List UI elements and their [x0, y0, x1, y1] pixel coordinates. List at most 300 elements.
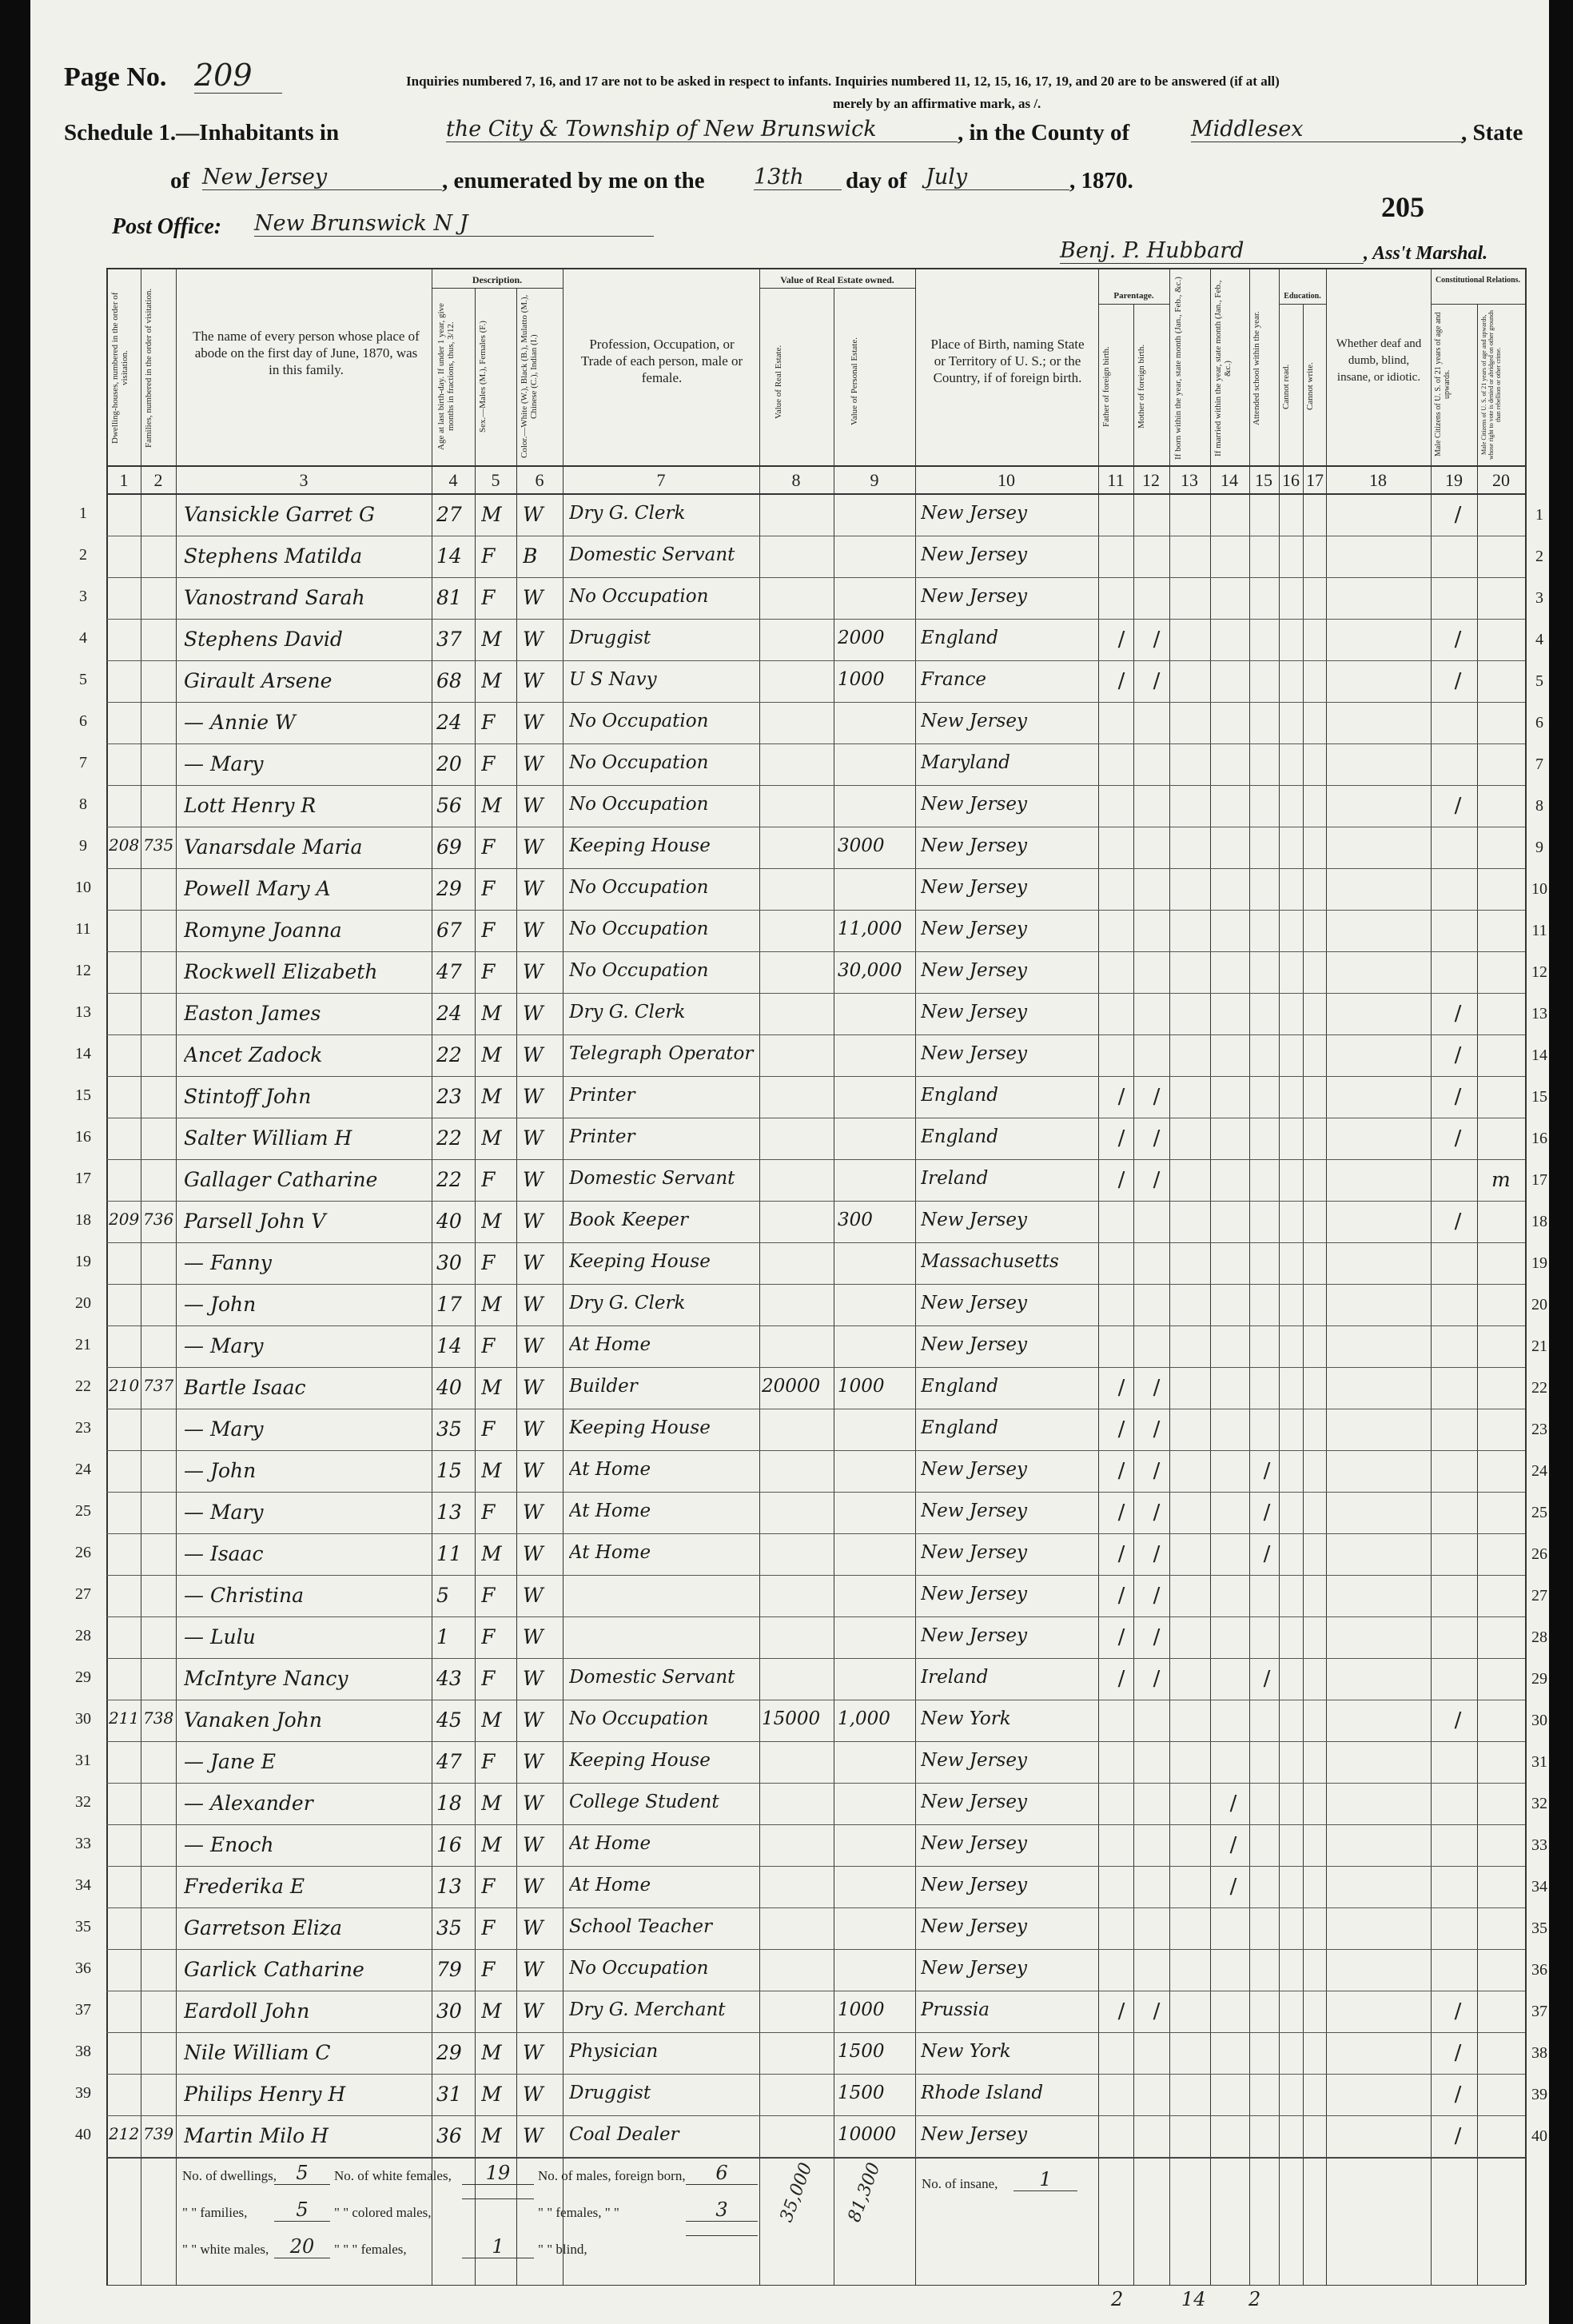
- row-rule: [106, 702, 1525, 703]
- cell-c11: /: [1117, 1376, 1125, 1400]
- row-rule: [106, 660, 1525, 661]
- cell-color: W: [523, 1168, 544, 1191]
- white-males-label: " " white males,: [182, 2242, 269, 2257]
- cell-sex: F: [481, 1584, 496, 1607]
- line-number-left: 26: [75, 1544, 91, 1561]
- cell-sex: F: [481, 1667, 496, 1690]
- line-number-right: 26: [1531, 1545, 1547, 1563]
- cell-color: W: [523, 1334, 544, 1357]
- cell-name: Bartle Isaac: [184, 1376, 306, 1399]
- cell-personal: 1000: [838, 1999, 885, 2020]
- cell-birth: New Jersey: [921, 1501, 1027, 1521]
- cell-c19: /: [1454, 2124, 1462, 2148]
- cell-occupation: No Occupation: [569, 960, 709, 981]
- cell-age: 18: [436, 1792, 462, 1815]
- line-number-right: 14: [1531, 1046, 1547, 1064]
- cell-name: Martin Milo H: [184, 2124, 329, 2147]
- colnum: 4: [448, 470, 458, 490]
- cell-name: Gallager Catharine: [184, 1168, 378, 1191]
- cell-name: — Christina: [184, 1584, 304, 1607]
- families-label: " " families,: [182, 2205, 248, 2220]
- cell-color: W: [523, 1043, 544, 1066]
- line-number-right: 12: [1531, 963, 1547, 981]
- line-number-right: 37: [1531, 2003, 1547, 2020]
- cell-name: Powell Mary A: [184, 877, 331, 900]
- cell-color: W: [523, 1293, 544, 1316]
- row-rule: [106, 1616, 1525, 1617]
- post-office-label: Post Office:: [112, 214, 222, 239]
- cell-sex: M: [481, 1210, 502, 1233]
- cell-color: W: [523, 1501, 544, 1524]
- line-number-right: 8: [1535, 797, 1543, 815]
- cell-occupation: Dry G. Clerk: [569, 1293, 686, 1313]
- cell-name: Romyne Joanna: [184, 919, 342, 942]
- row-rule: [106, 910, 1525, 911]
- census-page: [30, 0, 1549, 2324]
- line-number-left: 12: [75, 962, 91, 979]
- cell-birth: New Jersey: [921, 877, 1027, 898]
- line-number-left: 33: [75, 1835, 91, 1852]
- cell-color: W: [523, 1126, 544, 1150]
- post-office-value: New Brunswick N J: [254, 211, 654, 237]
- header-description: Description.: [472, 274, 523, 285]
- cell-sex: M: [481, 1376, 502, 1399]
- cell-occupation: Dry G. Clerk: [569, 1002, 686, 1022]
- cell-birth: New Jersey: [921, 1875, 1027, 1895]
- row-rule: [106, 1658, 1525, 1659]
- cell-birth: New Jersey: [921, 1459, 1027, 1480]
- line-number-right: 36: [1531, 1961, 1547, 1979]
- cell-occupation: Druggist: [569, 628, 651, 648]
- row-rule: [106, 1242, 1525, 1243]
- cell-sex: M: [481, 1999, 502, 2023]
- cell-occupation: Druggist: [569, 2083, 651, 2103]
- year-label: , 1870.: [1069, 168, 1133, 193]
- cell-c12: /: [1153, 1417, 1161, 1441]
- cell-sex: M: [481, 2083, 502, 2106]
- cell-color: B: [523, 544, 538, 568]
- line-number-left: 21: [75, 1336, 91, 1353]
- cell-c15: /: [1263, 1667, 1271, 1691]
- insane-value: 1: [1013, 2168, 1077, 2191]
- row-rule: [106, 743, 1525, 744]
- enumerated-label: , enumerated by me on the: [442, 168, 705, 193]
- cell-birth: England: [921, 1376, 998, 1397]
- cell-occupation: Keeping House: [569, 1417, 711, 1438]
- header-sex: Sex.—Males (M.), Females (F.): [478, 321, 488, 433]
- cell-occupation: Dry G. Clerk: [569, 503, 686, 524]
- cell-name: Nile William C: [184, 2041, 331, 2064]
- cell-sex: F: [481, 1625, 496, 1648]
- cell-name: McIntyre Nancy: [184, 1667, 348, 1690]
- cell-sex: M: [481, 1708, 502, 1732]
- dwellings-label: No. of dwellings,: [182, 2168, 277, 2183]
- cell-c19: /: [1454, 2041, 1462, 2065]
- cell-color: W: [523, 1584, 544, 1607]
- cell-c12: /: [1153, 1999, 1161, 2023]
- cell-name: Rockwell Elizabeth: [184, 960, 378, 983]
- row-rule: [106, 1575, 1525, 1576]
- cell-occupation: Domestic Servant: [569, 544, 735, 565]
- line-number-left: 18: [75, 1211, 91, 1229]
- header-occupation: Profession, Occupation, or Trade of each person, male or female.: [580, 337, 743, 385]
- line-number-left: 11: [75, 920, 91, 938]
- cell-birth: England: [921, 1417, 998, 1438]
- cell-family: 739: [143, 2124, 174, 2143]
- cell-age: 22: [436, 1043, 462, 1066]
- colnum: 9: [870, 470, 879, 490]
- cell-c19: /: [1454, 1085, 1462, 1109]
- total-real-estate: 35,000: [776, 2160, 817, 2225]
- cell-age: 22: [436, 1168, 462, 1191]
- cell-occupation: At Home: [569, 1501, 651, 1521]
- instructions-line-1: Inquiries numbered 7, 16, and 17 are not to be asked in respect to infants. Inquiries numbered 11, 12, 15, 16, 17, 19, and 20 are to be answered (if at all): [406, 74, 1280, 89]
- line-number-left: 31: [75, 1752, 91, 1769]
- line-number-left: 2: [79, 546, 87, 564]
- cell-birth: New York: [921, 1708, 1011, 1729]
- colnum: 18: [1369, 470, 1387, 490]
- cell-c11: /: [1117, 1126, 1125, 1150]
- line-number-left: 1: [79, 504, 87, 522]
- line-number-right: 6: [1535, 714, 1543, 731]
- header-birthplace: Place of Birth, naming State or Territory of U. S.; or the Country, if of foreign birth.: [930, 337, 1085, 385]
- cell-real: 15000: [762, 1708, 821, 1729]
- line-number-right: 16: [1531, 1130, 1547, 1147]
- cell-color: W: [523, 628, 544, 651]
- line-number-right: 1: [1535, 506, 1543, 524]
- females-foreign-value: 3: [686, 2198, 758, 2222]
- cell-occupation: Telegraph Operator: [569, 1043, 754, 1064]
- cell-occupation: Book Keeper: [569, 1210, 688, 1230]
- line-number-right: 28: [1531, 1628, 1547, 1646]
- cell-occupation: No Occupation: [569, 711, 709, 731]
- colnum: 13: [1181, 470, 1198, 490]
- cell-personal: 300: [838, 1210, 873, 1230]
- cell-c11: /: [1117, 628, 1125, 652]
- line-number-right: 10: [1531, 880, 1547, 898]
- row-rule: [106, 2032, 1525, 2033]
- colored-males-value: [462, 2198, 534, 2199]
- cell-occupation: Coal Dealer: [569, 2124, 679, 2145]
- cell-personal: 10000: [838, 2124, 897, 2145]
- cell-sex: F: [481, 877, 496, 900]
- cell-birth: New Jersey: [921, 1293, 1027, 1313]
- dwellings-value: 5: [274, 2162, 330, 2185]
- cell-personal: 1000: [838, 1376, 885, 1397]
- families-value: 5: [274, 2198, 330, 2222]
- cell-occupation: Printer: [569, 1085, 635, 1106]
- line-number-left: 16: [75, 1128, 91, 1146]
- cell-c11: /: [1117, 1501, 1125, 1525]
- colnum: 8: [791, 470, 801, 490]
- cell-personal: 1500: [838, 2041, 885, 2062]
- cell-c12: /: [1153, 1085, 1161, 1109]
- cell-age: 37: [436, 628, 462, 651]
- line-number-right: 32: [1531, 1795, 1547, 1812]
- cell-family: 735: [143, 835, 174, 855]
- cell-color: W: [523, 2083, 544, 2106]
- cell-sex: F: [481, 919, 496, 942]
- cell-age: 47: [436, 1750, 462, 1773]
- cell-occupation: No Occupation: [569, 877, 709, 898]
- cell-occupation: U S Navy: [569, 669, 657, 690]
- line-number-right: 3: [1535, 589, 1543, 607]
- cell-name: — Fanny: [184, 1251, 272, 1274]
- row-rule: [106, 1949, 1525, 1950]
- cell-sex: F: [481, 1501, 496, 1524]
- cell-c19: /: [1454, 1708, 1462, 1732]
- cell-birth: New Jersey: [921, 1958, 1027, 1979]
- line-number-left: 4: [79, 629, 87, 647]
- cell-birth: New Jersey: [921, 1542, 1027, 1563]
- cell-age: 29: [436, 877, 462, 900]
- cell-c11: /: [1117, 1459, 1125, 1483]
- cell-personal: 3000: [838, 835, 885, 856]
- cell-personal: 1000: [838, 669, 885, 690]
- line-number-right: 31: [1531, 1753, 1547, 1771]
- cell-name: Garretson Eliza: [184, 1916, 342, 1939]
- cell-sex: F: [481, 960, 496, 983]
- header-cannot-read: Cannot read.: [1281, 364, 1291, 409]
- line-number-left: 28: [75, 1627, 91, 1644]
- place-value: the City & Township of New Brunswick: [446, 117, 958, 142]
- cell-sex: M: [481, 1126, 502, 1150]
- line-number-right: 23: [1531, 1421, 1547, 1438]
- cell-c11: /: [1117, 1999, 1125, 2023]
- header-name: The name of every person whose place of abode on the first day of June, 1870, was in this family.: [193, 329, 420, 377]
- cell-occupation: At Home: [569, 1459, 651, 1480]
- header-color: Color.—White (W.), Black (B.), Mulatto (M.), Chinese (C.), Indian (I.): [520, 294, 539, 459]
- line-number-right: 15: [1531, 1088, 1547, 1106]
- row-rule: [106, 1367, 1525, 1368]
- cell-birth: New Jersey: [921, 2124, 1027, 2145]
- colnum: 19: [1445, 470, 1463, 490]
- cell-c12: /: [1153, 1459, 1161, 1483]
- cell-age: 43: [436, 1667, 462, 1690]
- header-vote-denied: Male Citizens of U. S. of 21 years of age and upwards, whose right to vote is denied or abridged on other grounds than rebellion or other crime.: [1480, 309, 1502, 460]
- colnum: 11: [1107, 470, 1125, 490]
- header-citizens: Male Citizens of U. S. of 21 years of age and upwards.: [1434, 312, 1452, 457]
- cell-color: W: [523, 669, 544, 692]
- cell-color: W: [523, 960, 544, 983]
- cell-name: Stephens David: [184, 628, 343, 651]
- cell-c11: /: [1117, 669, 1125, 693]
- cell-birth: Ireland: [921, 1667, 989, 1688]
- row-rule: [106, 577, 1525, 578]
- cell-occupation: No Occupation: [569, 586, 709, 607]
- cell-c11: /: [1117, 1542, 1125, 1566]
- cell-name: Vanarsdale Maria: [184, 835, 363, 859]
- cell-occupation: Keeping House: [569, 1750, 711, 1771]
- cell-occupation: At Home: [569, 1542, 651, 1563]
- cell-color: W: [523, 1251, 544, 1274]
- cell-color: W: [523, 1210, 544, 1233]
- cell-sex: M: [481, 1293, 502, 1316]
- cell-color: W: [523, 752, 544, 775]
- schedule-label: Schedule 1.—Inhabitants in: [64, 120, 340, 145]
- cell-occupation: At Home: [569, 1334, 651, 1355]
- row-rule: [106, 619, 1525, 620]
- cell-c11: /: [1117, 1584, 1125, 1608]
- line-number-right: 27: [1531, 1587, 1547, 1604]
- cell-name: Easton James: [184, 1002, 321, 1025]
- cell-dwelling: 211: [109, 1708, 140, 1728]
- tally-school: 2: [1248, 2288, 1261, 2310]
- cell-c14: /: [1229, 1875, 1237, 1899]
- county-label: , in the County of: [958, 120, 1130, 145]
- cell-c19: /: [1454, 1043, 1462, 1067]
- cell-c19: /: [1454, 628, 1462, 652]
- row-rule: [106, 1533, 1525, 1534]
- cell-name: Lott Henry R: [184, 794, 317, 817]
- cell-c19: /: [1454, 794, 1462, 818]
- row-rule: [106, 993, 1525, 994]
- cell-c12: /: [1153, 628, 1161, 652]
- cell-birth: England: [921, 628, 998, 648]
- cell-color: W: [523, 1459, 544, 1482]
- cell-birth: New Jersey: [921, 503, 1027, 524]
- cell-sex: F: [481, 711, 496, 734]
- line-number-left: 24: [75, 1461, 91, 1478]
- cell-sex: M: [481, 1043, 502, 1066]
- header-cannot-write: Cannot write.: [1305, 362, 1315, 411]
- cell-name: Philips Henry H: [184, 2083, 346, 2106]
- cell-birth: New Jersey: [921, 711, 1027, 731]
- colnum: 10: [998, 470, 1015, 490]
- cell-occupation: At Home: [569, 1875, 651, 1895]
- cell-occupation: Domestic Servant: [569, 1168, 735, 1189]
- colnum: 12: [1142, 470, 1160, 490]
- row-rule: [106, 1034, 1525, 1035]
- cell-sex: F: [481, 1958, 496, 1981]
- line-number-left: 14: [75, 1045, 91, 1062]
- line-number-right: 18: [1531, 1213, 1547, 1230]
- line-number-right: 22: [1531, 1379, 1547, 1397]
- cell-color: W: [523, 1999, 544, 2023]
- month-value: July: [926, 165, 1069, 190]
- colored-females-label: " " " females,: [334, 2242, 407, 2257]
- cell-occupation: Keeping House: [569, 1251, 711, 1272]
- row-rule: [106, 868, 1525, 869]
- cell-birth: New Jersey: [921, 1584, 1027, 1604]
- state-value: New Jersey: [202, 165, 442, 190]
- cell-sex: F: [481, 544, 496, 568]
- cell-age: 24: [436, 1002, 462, 1025]
- row-rule: [106, 1824, 1525, 1825]
- cell-color: W: [523, 2124, 544, 2147]
- line-number-right: 30: [1531, 1712, 1547, 1729]
- cell-sex: F: [481, 1417, 496, 1441]
- cell-c12: /: [1153, 1667, 1161, 1691]
- cell-age: 56: [436, 794, 462, 817]
- cell-name: — Annie W: [184, 711, 296, 734]
- colnum: 7: [656, 470, 666, 490]
- cell-personal: 2000: [838, 628, 885, 648]
- total-personal-estate: 81,300: [844, 2160, 885, 2225]
- cell-name: — John: [184, 1293, 257, 1316]
- cell-occupation: Builder: [569, 1376, 638, 1397]
- cell-birth: England: [921, 1126, 998, 1147]
- row-rule: [106, 1201, 1525, 1202]
- cell-occupation: No Occupation: [569, 1958, 709, 1979]
- header-parentage: Parentage.: [1113, 291, 1154, 301]
- header-personal-value: Value of Personal Estate.: [850, 337, 859, 426]
- cell-sex: F: [481, 1750, 496, 1773]
- cell-occupation: No Occupation: [569, 752, 709, 773]
- cell-birth: New Jersey: [921, 960, 1027, 981]
- header-education: Education.: [1284, 292, 1321, 301]
- cell-name: — Mary: [184, 1334, 264, 1357]
- cell-birth: France: [921, 669, 986, 690]
- cell-color: W: [523, 1916, 544, 1939]
- cell-c15: /: [1263, 1459, 1271, 1483]
- cell-name: Eardoll John: [184, 1999, 310, 2023]
- cell-occupation: At Home: [569, 1833, 651, 1854]
- header-school: Attended school within the year.: [1252, 311, 1261, 426]
- row-rule: [106, 1076, 1525, 1077]
- cell-occupation: No Occupation: [569, 919, 709, 939]
- cell-color: W: [523, 919, 544, 942]
- cell-birth: Massachusetts: [921, 1251, 1059, 1272]
- cell-sex: F: [481, 1875, 496, 1898]
- cell-age: 36: [436, 2124, 462, 2147]
- white-males-value: 20: [274, 2235, 330, 2258]
- cell-name: Salter William H: [184, 1126, 352, 1150]
- cell-c15: /: [1263, 1542, 1271, 1566]
- cell-sex: M: [481, 1542, 502, 1565]
- cell-name: — Isaac: [184, 1542, 264, 1565]
- cell-occupation: Physician: [569, 2041, 659, 2062]
- row-rule: [106, 1783, 1525, 1784]
- cell-birth: New Jersey: [921, 1625, 1027, 1646]
- cell-birth: England: [921, 1085, 998, 1106]
- cell-c20: m: [1491, 1168, 1511, 1191]
- line-number-right: 34: [1531, 1878, 1547, 1895]
- colnum: 5: [491, 470, 500, 490]
- row-rule: [106, 1492, 1525, 1493]
- line-number-left: 35: [75, 1918, 91, 1935]
- cell-c11: /: [1117, 1625, 1125, 1649]
- line-number-left: 9: [79, 837, 87, 855]
- cell-name: Vansickle Garret G: [184, 503, 376, 526]
- cell-birth: New Jersey: [921, 1002, 1027, 1022]
- cell-color: W: [523, 1875, 544, 1898]
- cell-name: — Lulu: [184, 1625, 256, 1648]
- line-number-left: 23: [75, 1419, 91, 1437]
- cell-birth: New Jersey: [921, 1792, 1027, 1812]
- line-number-right: 29: [1531, 1670, 1547, 1688]
- cell-occupation: Keeping House: [569, 835, 711, 856]
- row-rule: [106, 1866, 1525, 1867]
- cell-c19: /: [1454, 2083, 1462, 2107]
- cell-color: W: [523, 1750, 544, 1773]
- cell-c12: /: [1153, 1501, 1161, 1525]
- header-infirmity: Whether deaf and dumb, blind, insane, or idiotic.: [1336, 337, 1422, 384]
- line-number-right: 9: [1535, 839, 1543, 856]
- cell-age: 47: [436, 960, 462, 983]
- cell-c14: /: [1229, 1792, 1237, 1816]
- cell-occupation: No Occupation: [569, 794, 709, 815]
- cell-sex: M: [481, 503, 502, 526]
- cell-age: 40: [436, 1376, 462, 1399]
- cell-sex: M: [481, 1833, 502, 1856]
- line-number-left: 38: [75, 2043, 91, 2060]
- cell-age: 13: [436, 1501, 462, 1524]
- cell-sex: M: [481, 1792, 502, 1815]
- row-rule: [106, 1450, 1525, 1451]
- line-number-right: 20: [1531, 1296, 1547, 1313]
- cell-age: 27: [436, 503, 462, 526]
